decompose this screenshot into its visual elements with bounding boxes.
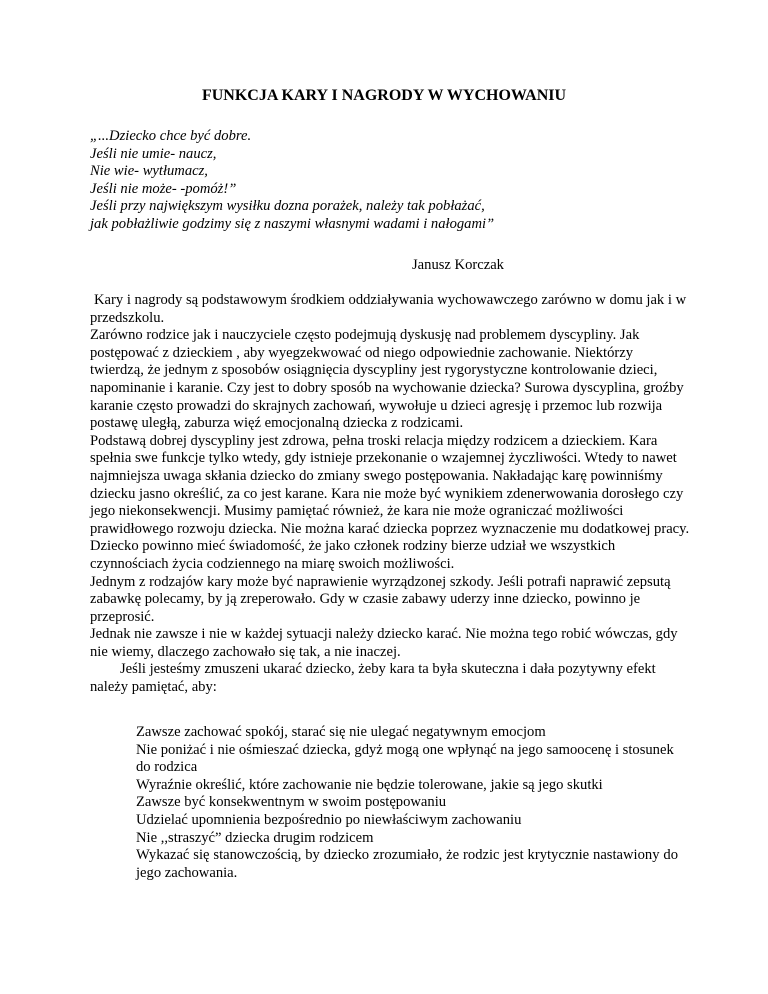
list-item: Wykazać się stanowczością, by dziecko zrozumiało, że rodzic jest krytycznie nastawiony do jego zachowania. bbox=[136, 847, 678, 881]
paragraph: Zarówno rodzice jak i nauczyciele często podejmują dyskusję nad problemem dyscypliny. Jak postępować z dzieckiem , aby wyegzekwować od niego odpowiednie zachowanie. Niektórzy twierdzą, że jednym z sposobów osiągnięcia dyscypliny jest rygorystyczne kontrolowanie dzieci, napominanie i karanie. Czy jest to dobry sposób na wychowanie dziecka? Surowa dyscyplina, groźby karanie często prowadzi do skrajnych zachowań, wywołuje u dzieci agresję i przemoc lub rozwija postawę uległą, zaburza więź emocjonalną dziecka z rodzicami. bbox=[90, 327, 684, 432]
paragraph: Jednak nie zawsze i nie w każdej sytuacji należy dziecko karać. Nie można tego robić wówczas, gdy nie wiemy, dlaczego zachowało się tak, a nie inaczej. bbox=[90, 626, 678, 660]
list-item: Udzielać upomnienia bezpośrednio po niewłaściwym zachowaniu bbox=[136, 811, 522, 828]
epigraph-line: Jeśli przy największym wysiłku dozna porażek, należy tak pobłażać, bbox=[90, 198, 485, 215]
list-item: Zawsze być konsekwentnym w swoim postępowaniu bbox=[136, 794, 447, 811]
paragraph: Podstawą dobrej dyscypliny jest zdrowa, pełna troski relacja między rodzicem a dzieckiem. Kara spełnia swe funkcje tylko wtedy, gdy istnieje przekonanie o wzajemnej życzliwości. Wtedy to nawet najmniejsza uwaga skłania dziecko do zmiany swego postępowania. Nakładając karę powinniśmy dziecku jasno określić, za co jest karane. Kara nie może być wynikiem zdenerwowania dorosłego czy jego niekonsekwencji. Musimy pamiętać również, że kara nie może ograniczać możliwości prawidłowego rozwoju dziecka. Nie można karać dziecka poprzez wyznaczenie mu dodatkowej pracy. Dziecko powinno mieć świadomość, że jako członek rodziny bierze udział we wszystkich czynnościach życia codziennego na miarę swoich możliwości. bbox=[90, 432, 690, 572]
epigraph-line: Nie wie- wytłumacz, bbox=[90, 163, 208, 180]
paragraph: Kary i nagrody są podstawowym środkiem oddziaływania wychowawczego zarówno w domu jak i w przedszkolu. bbox=[90, 292, 687, 326]
list-item: Zawsze zachować spokój, starać się nie ulegać negatywnym emocjom bbox=[136, 724, 546, 740]
paragraph: Jeśli jesteśmy zmuszeni ukarać dziecko, żeby kara ta była skuteczna i dała pozytywny efekt należy pamiętać, aby: bbox=[90, 661, 656, 696]
document-title: FUNKCJA KARY I NAGRODY W WYCHOWANIU bbox=[201, 87, 567, 104]
epigraph-line: Jeśli nie może- -pomóż!” bbox=[90, 180, 237, 197]
list-item: Nie poniżać i nie ośmieszać dziecka, gdyż mogą one wpłynąć na jego samoocenę i stosunek do rodzica bbox=[136, 741, 674, 776]
epigraph-author: Janusz Korczak bbox=[412, 257, 504, 273]
epigraph-line: jak pobłażliwie godzimy się z naszymi własnymi wadami i nałogami” bbox=[90, 215, 495, 232]
body-text bbox=[90, 292, 690, 697]
list-item: Wyraźnie określić, które zachowanie nie będzie tolerowane, jakie są jego skutki bbox=[136, 776, 603, 793]
epigraph-line: „...Dziecko chce być dobre. bbox=[90, 128, 252, 144]
list-item: Nie ,,straszyć” dziecka drugim rodzicem bbox=[136, 829, 374, 846]
rules-list bbox=[136, 724, 678, 882]
epigraph-line: Jeśli nie umie- naucz, bbox=[90, 145, 217, 162]
epigraph bbox=[90, 128, 710, 234]
paragraph: Jednym z rodzajów kary może być naprawienie wyrządzonej szkody. Jeśli potrafi naprawić zepsutą zabawkę polecamy, by ją zreperowało. Gdy w czasie zabawy uderzy inne dziecko, powinno je przeprosić. bbox=[90, 573, 671, 625]
